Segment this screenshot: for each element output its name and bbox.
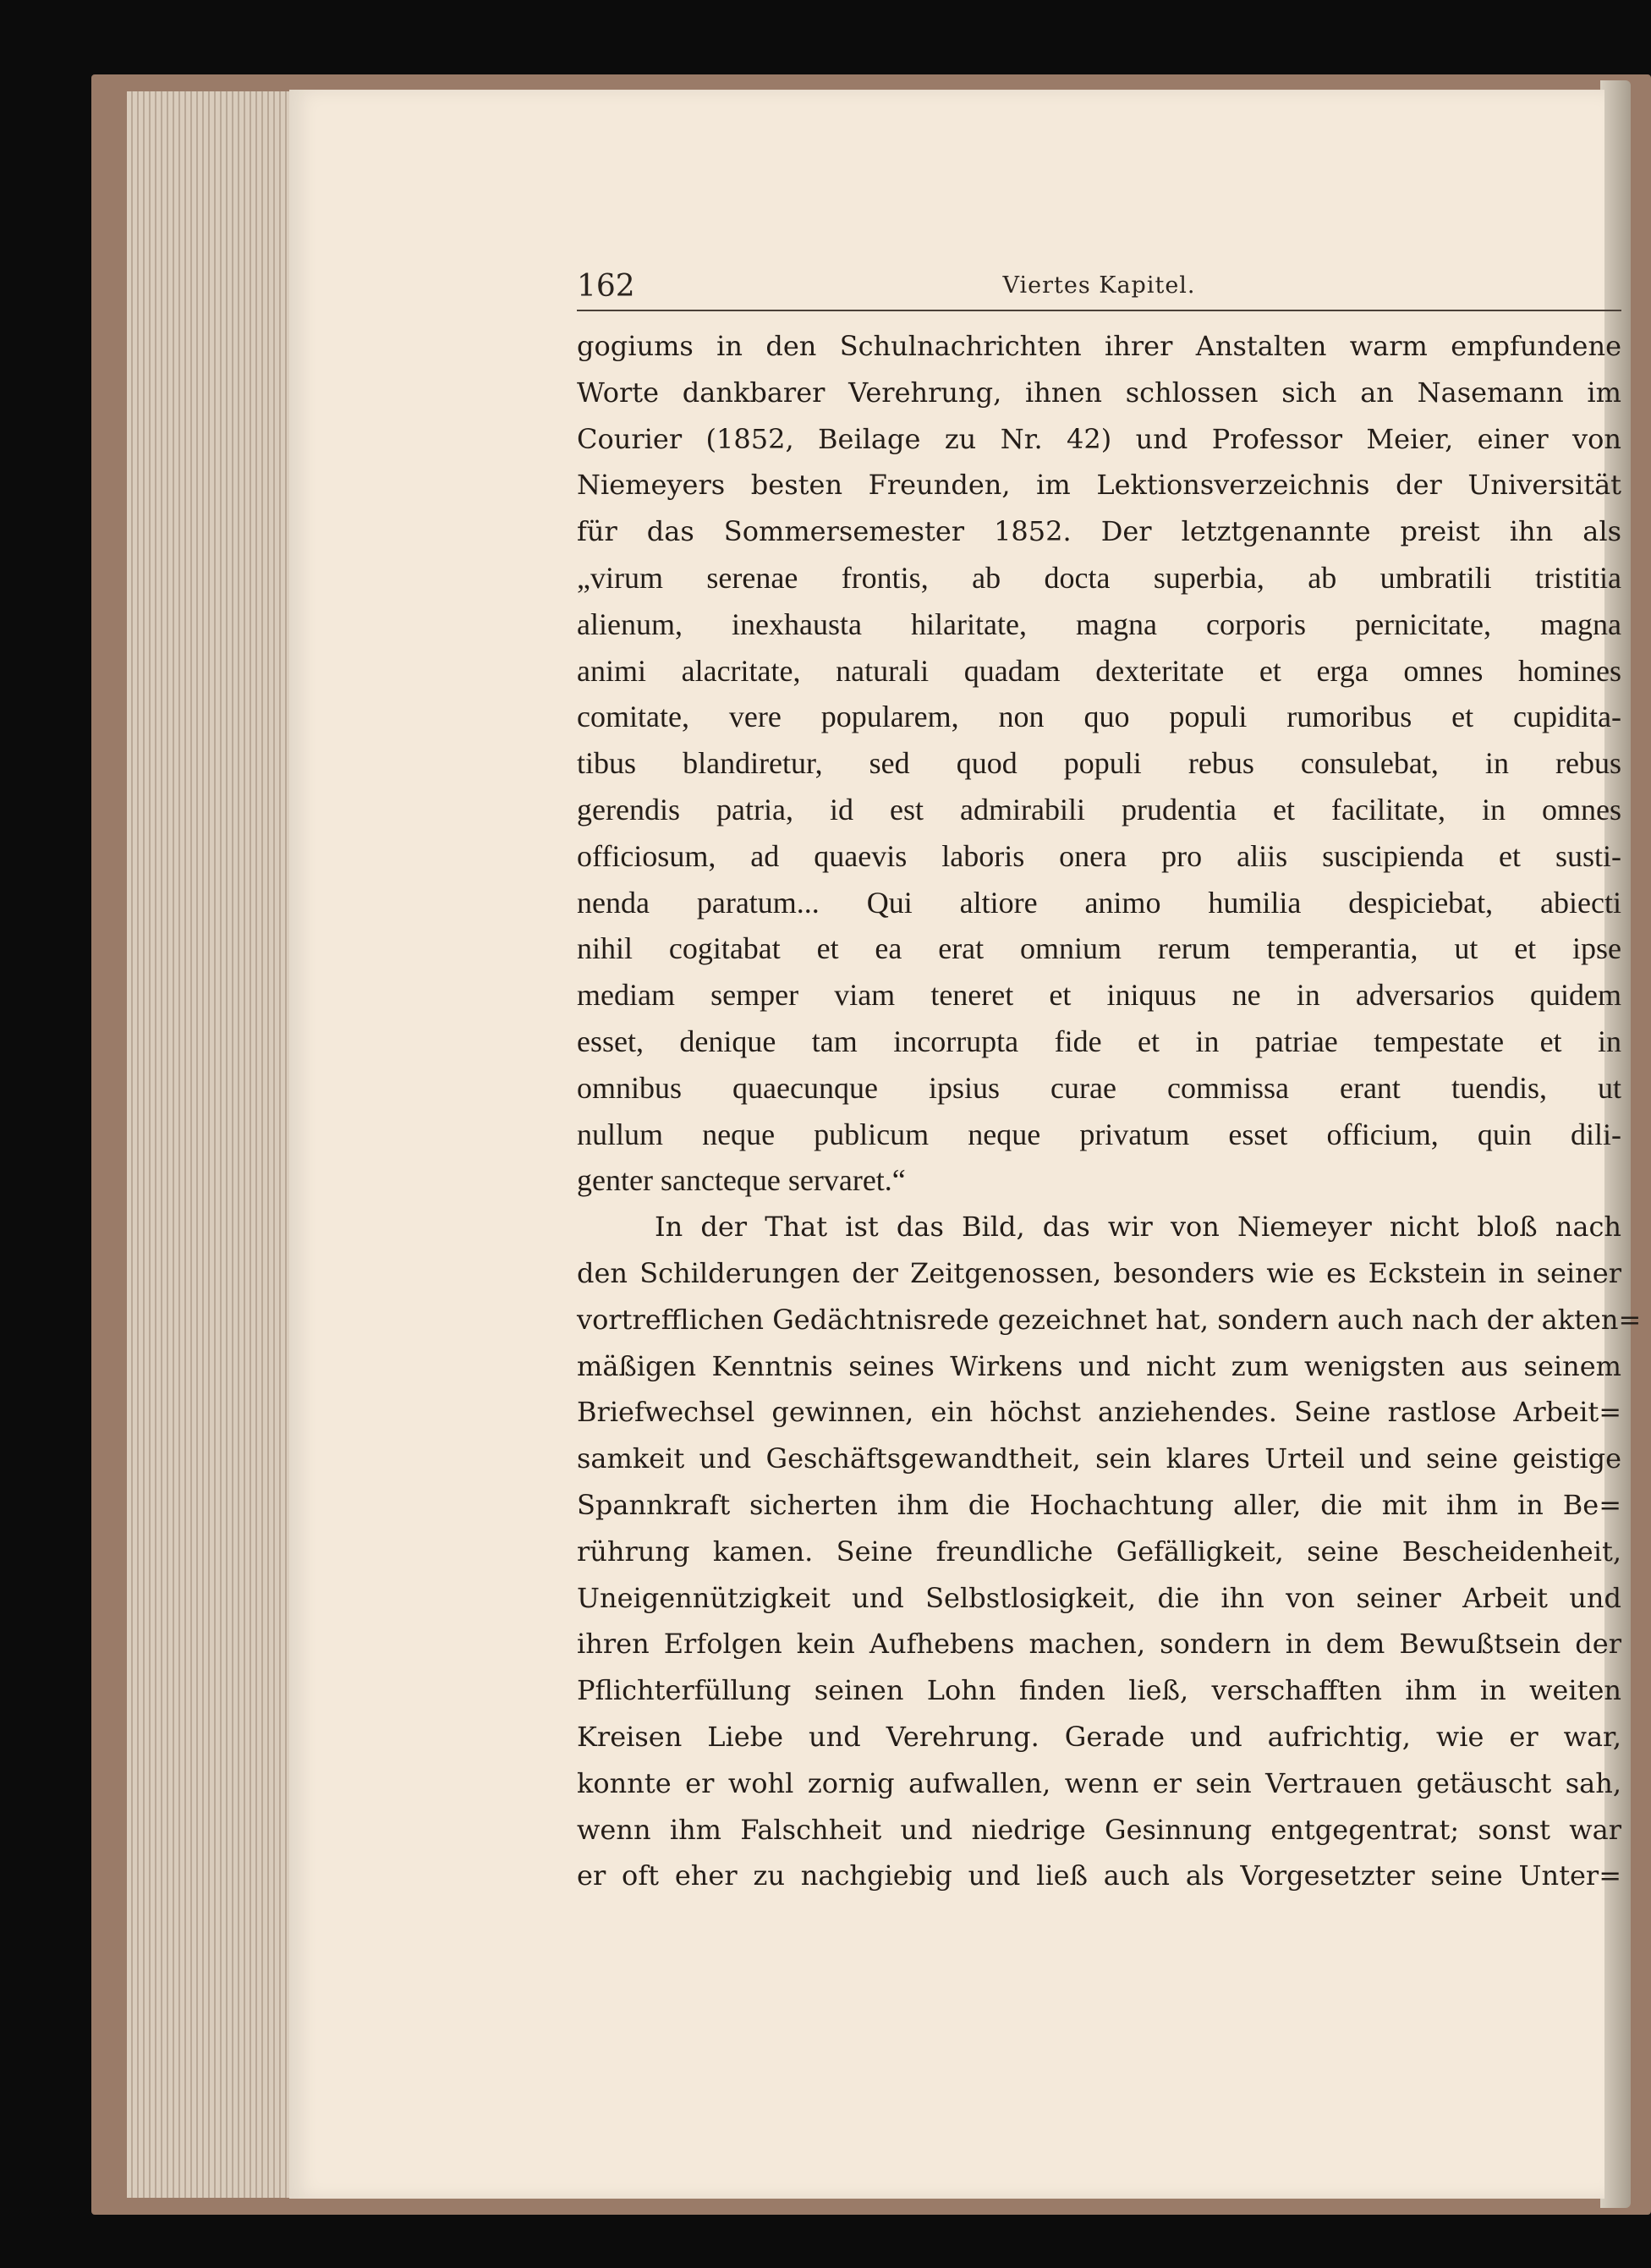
text-line: genter sancteque servaret.“ [577, 1163, 906, 1198]
text-line: für das Sommersemester 1852. Der letztgenannte preist ihn als [577, 515, 1621, 548]
text-line: den Schilderungen der Zeitgenossen, besonders wie es Eckstein in seiner [577, 1256, 1621, 1289]
text-line: mediam semper viam teneret et iniquus ne in adversarios quidem [577, 978, 1621, 1013]
book-page [289, 90, 1642, 2199]
text-line: Spannkraft sicherten ihm die Hochachtung aller, die mit ihm in Be= [577, 1488, 1621, 1521]
text-line: omnibus quaecunque ipsius curae commissa erant tuendis, ut [577, 1070, 1621, 1105]
text-line: „virum serenae frontis, ab docta superbia, ab umbratili tristitia [577, 560, 1621, 595]
text-line: mäßigen Kenntnis seines Wirkens und nicht zum wenigsten aus seinem [577, 1349, 1621, 1382]
page-edges [127, 91, 296, 2198]
text-line: ihren Erfolgen kein Aufhebens machen, sondern in dem Bewußtsein der [577, 1628, 1621, 1661]
text-line: samkeit und Geschäftsgewandtheit, sein klares Urteil und seine geistige [577, 1442, 1621, 1475]
text-line: animi alacritate, naturali quadam dexteritate et erga omnes homines [577, 653, 1621, 688]
text-line: officiosum, ad quaevis laboris onera pro aliis suscipienda et susti- [577, 838, 1621, 873]
text-line: esset, denique tam incorrupta fide et in patriae tempestate et in [577, 1024, 1621, 1058]
text-line: rührung kamen. Seine freundliche Gefälligkeit, seine Bescheidenheit, [577, 1535, 1621, 1568]
text-line: nullum neque publicum neque privatum esset officium, quin dili- [577, 1117, 1621, 1151]
text-line: vortrefflichen Gedächtnisrede gezeichnet hat, sondern auch nach der akten= [577, 1303, 1642, 1336]
page-number: 162 [577, 269, 635, 304]
running-head: Viertes Kapitel. [1002, 272, 1196, 299]
text-line: wenn ihm Falschheit und niedrige Gesinnung entgegentrat; sonst war [577, 1813, 1621, 1846]
text-line: Niemeyers besten Freunden, im Lektionsverzeichnis der Universität [577, 469, 1621, 502]
text-line: comitate, vere popularem, non quo populi rumoribus et cupidita- [577, 700, 1621, 734]
text-line: gogiums in den Schulnachrichten ihrer Anstalten warm empfundene [577, 330, 1621, 362]
text-line: Briefwechsel gewinnen, ein höchst anziehendes. Seine rastlose Arbeit= [577, 1396, 1621, 1429]
text-line: Worte dankbarer Verehrung, ihnen schlossen sich an Nasemann im [577, 376, 1621, 409]
text-line: alienum, inexhausta hilaritate, magna corporis pernicitate, magna [577, 607, 1621, 641]
text-line: konnte er wohl zornig aufwallen, wenn er sein Vertrauen getäuscht sah, [577, 1766, 1621, 1799]
text-line: Courier (1852, Beilage zu Nr. 42) und Professor Meier, einer von [577, 422, 1621, 455]
text-line: nenda paratum... Qui altiore animo humilia despiciebat, abiecti [577, 885, 1621, 920]
page-header [577, 267, 1621, 311]
text-line: tibus blandiretur, sed quod populi rebus consulebat, in rebus [577, 746, 1621, 781]
text-line: nihil cogitabat et ea erat omnium rerum temperantia, ut et ipse [577, 931, 1621, 966]
text-line: Uneigennützigkeit und Selbstlosigkeit, die ihn von seiner Arbeit und [577, 1581, 1621, 1614]
text-line: er oft eher zu nachgiebig und ließ auch als Vorgesetzter seine Unter= [577, 1859, 1621, 1892]
text-line: Pflichterfüllung seinen Lohn finden ließ, verschafften ihm in weiten [577, 1674, 1621, 1707]
text-line: Kreisen Liebe und Verehrung. Gerade und aufrichtig, wie er war, [577, 1720, 1621, 1753]
text-line: gerendis patria, id est admirabili prudentia et facilitate, in omnes [577, 792, 1621, 826]
text-line: In der That ist das Bild, das wir von Niemeyer nicht bloß nach [655, 1211, 1621, 1244]
body-text [577, 323, 1642, 1899]
